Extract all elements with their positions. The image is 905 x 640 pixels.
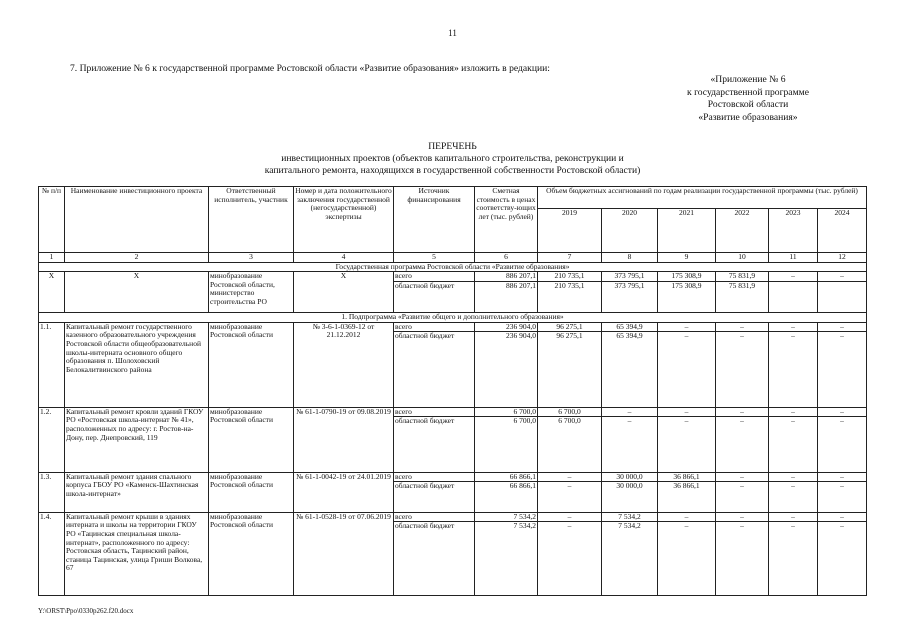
value-total: – bbox=[684, 407, 689, 416]
header-project-name: Наименование инвестиционного проекта bbox=[65, 187, 209, 253]
source-regional: областной бюджет bbox=[394, 521, 474, 531]
value-regional: 7 534,2 bbox=[475, 521, 537, 531]
header-expertise: Номер и дата положительного заключения государственной (негосударственной) экспертизы bbox=[294, 187, 394, 253]
column-numbers-row bbox=[39, 253, 867, 263]
value-regional: – bbox=[538, 481, 601, 491]
year-2019 bbox=[538, 512, 602, 595]
year-2021 bbox=[658, 272, 716, 313]
value-regional: 6 700,0 bbox=[538, 416, 601, 426]
project-name: Капитальный ремонт крыши в зданиях интерната и школы на территории ГКОУ РО «Тацинская специальная школа-интернат», расположенного по адресу: Ростовская область, Тацинский район, станица Тацинская, улица Гриши Волкова, 67 bbox=[65, 512, 209, 595]
header-executor: Ответственный исполнитель, участник bbox=[209, 187, 294, 253]
value-regional: – bbox=[658, 521, 715, 531]
column-number: 5 bbox=[394, 253, 475, 263]
year-2023 bbox=[769, 272, 818, 313]
funding-source bbox=[394, 512, 475, 595]
subprogram-title-row: 1. Подпрограмма «Развитие общего и дополнительного образования» bbox=[39, 313, 867, 323]
source-total: всего bbox=[395, 322, 412, 331]
project-name: Капитальный ремонт государственного казенного образовательного учреждения Ростовской области общеобразовательной школы-интерната основного общего образования п. Шолоховский Белокалитвинского района bbox=[65, 322, 209, 407]
source-regional: областной бюджет bbox=[394, 281, 474, 291]
header-year: 2023 bbox=[769, 209, 818, 253]
year-2020 bbox=[602, 272, 658, 313]
row-num: 1.2. bbox=[39, 407, 65, 472]
value-regional: – bbox=[716, 481, 768, 491]
row-num: Х bbox=[39, 272, 65, 313]
source-total: всего bbox=[395, 271, 412, 281]
value-regional bbox=[818, 281, 866, 291]
expertise: № 61-1-0042-19 от 24.01.2019 bbox=[294, 472, 394, 512]
header-year: 2019 bbox=[538, 209, 602, 253]
value-regional: – bbox=[769, 481, 817, 491]
project-name: Капитальный ремонт кровли зданий ГКОУ РО «Ростовская школа-интернат № 41», расположенных по адресу: г. Ростов-на-Дону, пер. Днепровский, 119 bbox=[65, 407, 209, 472]
value-total: – bbox=[791, 512, 795, 521]
year-2022 bbox=[716, 322, 769, 407]
header-year: 2024 bbox=[818, 209, 867, 253]
annex-line: «Развитие образования» bbox=[698, 111, 798, 123]
column-number: 1 bbox=[39, 253, 65, 263]
expertise: Х bbox=[294, 272, 394, 313]
year-2022 bbox=[716, 272, 769, 313]
value-regional: 236 904,0 bbox=[475, 331, 537, 341]
value-total: – bbox=[740, 322, 744, 331]
value-regional: 175 308,9 bbox=[658, 281, 715, 291]
year-2023 bbox=[769, 322, 818, 407]
column-number: 2 bbox=[65, 253, 209, 263]
value-total: – bbox=[791, 322, 795, 331]
value-total: 30 000,0 bbox=[616, 472, 643, 481]
value-total: 7 534,2 bbox=[513, 512, 536, 521]
value-total: 36 866,1 bbox=[673, 472, 700, 481]
executor: минобразование Ростовской области, министерство строительства РО bbox=[209, 272, 294, 313]
year-2020 bbox=[602, 322, 658, 407]
value-regional: – bbox=[818, 416, 866, 426]
value-total: – bbox=[791, 472, 795, 481]
annex-line: к государственной программе bbox=[687, 86, 809, 98]
row-num: 1.3. bbox=[39, 472, 65, 512]
table-row bbox=[39, 322, 867, 407]
year-2023 bbox=[769, 407, 818, 472]
value-total: 236 904,0 bbox=[506, 322, 536, 331]
year-2022 bbox=[716, 407, 769, 472]
value-regional: – bbox=[602, 416, 657, 426]
value-regional: – bbox=[769, 331, 817, 341]
value-total: – bbox=[684, 512, 689, 521]
cost bbox=[475, 322, 538, 407]
expertise: № 61-1-0528-19 от 07.06.2019 bbox=[294, 512, 394, 595]
funding-source bbox=[394, 322, 475, 407]
source-total: всего bbox=[395, 472, 412, 481]
source-total: всего bbox=[395, 512, 412, 521]
cost bbox=[475, 272, 538, 313]
value-total: – bbox=[791, 407, 795, 416]
executor: минобразование Ростовской области bbox=[209, 512, 294, 595]
value-total: 373 795,1 bbox=[614, 271, 645, 281]
value-regional: 96 275,1 bbox=[538, 331, 601, 341]
value-regional: 66 866,1 bbox=[475, 481, 537, 491]
year-2024 bbox=[818, 407, 867, 472]
year-2024 bbox=[818, 472, 867, 512]
year-2024 bbox=[818, 322, 867, 407]
value-total: – bbox=[840, 271, 844, 281]
value-regional: 373 795,1 bbox=[602, 281, 657, 291]
value-regional: – bbox=[538, 521, 601, 531]
page-number: 11 bbox=[448, 28, 457, 38]
header-year: 2020 bbox=[602, 209, 658, 253]
table-row bbox=[39, 407, 867, 472]
value-regional: 36 866,1 bbox=[658, 481, 715, 491]
value-regional: – bbox=[769, 521, 817, 531]
executor: минобразование Ростовской области bbox=[209, 322, 294, 407]
project-name: Х bbox=[65, 272, 209, 313]
column-number: 8 bbox=[602, 253, 658, 263]
column-number: 4 bbox=[294, 253, 394, 263]
document-title: ПЕРЕЧЕНЬ bbox=[428, 141, 477, 152]
header-budget-volume: Объем бюджетных ассигнований по годам реализации государственной программы (тыс. рублей) bbox=[538, 187, 867, 209]
funding-source bbox=[394, 472, 475, 512]
year-2019 bbox=[538, 322, 602, 407]
value-regional: 6 700,0 bbox=[475, 416, 537, 426]
value-regional: – bbox=[658, 331, 715, 341]
document-subtitle bbox=[220, 153, 685, 176]
year-2022 bbox=[716, 472, 769, 512]
expertise: № 3-6-1-0369-12 от 21.12.2012 bbox=[294, 322, 394, 407]
value-total: – bbox=[684, 322, 689, 331]
table-row bbox=[39, 472, 867, 512]
source-regional: областной бюджет bbox=[394, 331, 474, 341]
year-2019 bbox=[538, 272, 602, 313]
value-total: – bbox=[740, 512, 744, 521]
value-regional: – bbox=[658, 416, 715, 426]
value-total: – bbox=[567, 512, 572, 521]
header-cost: Сметная стоимость в ценах соответству-ющих лет (тыс. рублей) bbox=[475, 187, 538, 253]
value-total: – bbox=[740, 472, 744, 481]
value-total: – bbox=[740, 407, 744, 416]
annex-line: Ростовской области bbox=[707, 99, 789, 110]
year-2021 bbox=[658, 407, 716, 472]
expertise: № 61-1-0790-19 от 09.08.2019 bbox=[294, 407, 394, 472]
year-2020 bbox=[602, 512, 658, 595]
year-2022 bbox=[716, 512, 769, 595]
annex-heading bbox=[653, 74, 843, 124]
value-total: 175 308,9 bbox=[671, 271, 702, 281]
year-2021 bbox=[658, 472, 716, 512]
project-name: Капитальный ремонт здания спального корпуса ГБОУ РО «Каменск-Шахтинская школа-интернат» bbox=[65, 472, 209, 512]
value-total: – bbox=[840, 322, 844, 331]
investment-projects-table bbox=[38, 186, 867, 596]
header-num: № п/п bbox=[39, 187, 65, 253]
value-total: 65 394,9 bbox=[616, 322, 643, 331]
value-regional: – bbox=[818, 521, 866, 531]
value-regional: 886 207,1 bbox=[475, 281, 537, 291]
value-regional: 210 735,1 bbox=[538, 281, 601, 291]
value-total: – bbox=[840, 512, 844, 521]
row-num: 1.1. bbox=[39, 322, 65, 407]
value-total: 96 275,1 bbox=[556, 322, 583, 331]
executor: минобразование Ростовской области bbox=[209, 472, 294, 512]
subtitle-line: инвестиционных проектов (объектов капитального строительства, реконструкции и bbox=[281, 153, 624, 164]
value-regional: 65 394,9 bbox=[602, 331, 657, 341]
annex-line: «Приложение № 6 bbox=[710, 74, 786, 85]
value-total: – bbox=[840, 407, 844, 416]
value-regional: – bbox=[818, 331, 866, 341]
column-number: 11 bbox=[769, 253, 818, 263]
year-2024 bbox=[818, 272, 867, 313]
value-total: 886 207,1 bbox=[506, 271, 536, 281]
year-2024 bbox=[818, 512, 867, 595]
value-regional: 75 831,9 bbox=[716, 281, 768, 291]
subtitle-line: капитального ремонта, находящихся в государственной собственности Ростовской области) bbox=[264, 164, 641, 176]
header-source: Источник финансирования bbox=[394, 187, 475, 253]
cost bbox=[475, 472, 538, 512]
executor: минобразование Ростовской области bbox=[209, 407, 294, 472]
value-regional: – bbox=[716, 331, 768, 341]
column-number: 10 bbox=[716, 253, 769, 263]
value-regional: – bbox=[769, 416, 817, 426]
table-row bbox=[39, 512, 867, 595]
row-num: 1.4. bbox=[39, 512, 65, 595]
year-2021 bbox=[658, 512, 716, 595]
value-total: 210 735,1 bbox=[554, 271, 585, 281]
value-regional bbox=[769, 281, 817, 291]
value-total: – bbox=[791, 271, 795, 281]
value-total: – bbox=[567, 472, 572, 481]
value-total: 66 866,1 bbox=[509, 472, 536, 481]
year-2023 bbox=[769, 512, 818, 595]
value-total: – bbox=[840, 472, 844, 481]
source-regional: областной бюджет bbox=[394, 481, 474, 491]
file-path-footer: Y:\ORST\Ppo\0330p262.f20.docx bbox=[38, 607, 134, 615]
column-number: 9 bbox=[658, 253, 716, 263]
year-2023 bbox=[769, 472, 818, 512]
value-regional: – bbox=[818, 481, 866, 491]
value-total: 6 700,0 bbox=[558, 407, 581, 416]
header-year: 2022 bbox=[716, 209, 769, 253]
value-regional: – bbox=[716, 416, 768, 426]
year-2020 bbox=[602, 472, 658, 512]
value-regional: – bbox=[716, 521, 768, 531]
program-title-row: Государственная программа Ростовской области «Развитие образования» bbox=[39, 262, 867, 272]
funding-source bbox=[394, 272, 475, 313]
source-total: всего bbox=[395, 407, 412, 416]
column-number: 7 bbox=[538, 253, 602, 263]
year-2019 bbox=[538, 407, 602, 472]
intro-paragraph: 7. Приложение № 6 к государственной программе Ростовской области «Развитие образования» изложить в редакции: bbox=[70, 63, 550, 74]
funding-source bbox=[394, 407, 475, 472]
program-total-row bbox=[39, 272, 867, 313]
value-total: 75 831,9 bbox=[728, 271, 756, 281]
source-regional: областной бюджет bbox=[394, 416, 474, 426]
column-number: 12 bbox=[818, 253, 867, 263]
value-total: 6 700,0 bbox=[513, 407, 536, 416]
year-2021 bbox=[658, 322, 716, 407]
year-2019 bbox=[538, 472, 602, 512]
cost bbox=[475, 407, 538, 472]
column-number: 3 bbox=[209, 253, 294, 263]
header-year: 2021 bbox=[658, 209, 716, 253]
column-number: 6 bbox=[475, 253, 538, 263]
cost bbox=[475, 512, 538, 595]
value-regional: 7 534,2 bbox=[602, 521, 657, 531]
value-regional: 30 000,0 bbox=[602, 481, 657, 491]
value-total: 7 534,2 bbox=[618, 512, 641, 521]
year-2020 bbox=[602, 407, 658, 472]
value-total: – bbox=[627, 407, 632, 416]
